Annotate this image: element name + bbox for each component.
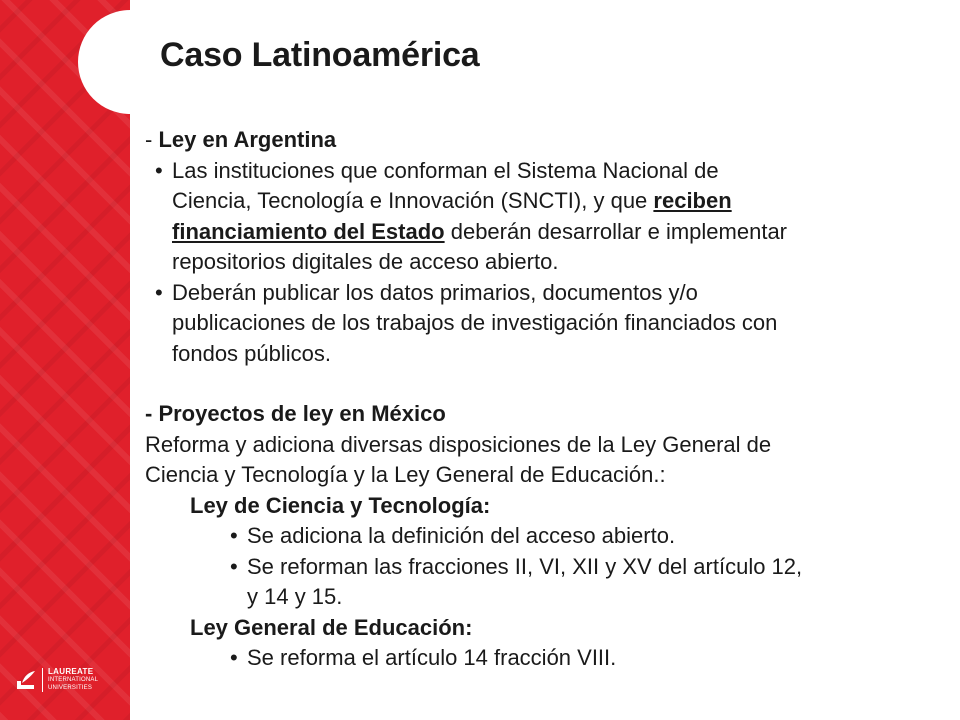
- law-educacion-bullet-1: [145, 643, 935, 674]
- text-line: fondos públicos.: [172, 340, 331, 366]
- bullet-dot: •: [230, 553, 238, 579]
- slide-title: Caso Latinoamérica: [160, 36, 480, 74]
- law-ciencia-heading: Ley de Ciencia y Tecnología:: [190, 492, 491, 518]
- argentina-bullet-2: [145, 278, 935, 370]
- bullet-dot: •: [230, 523, 238, 548]
- logo-line-2: INTERNATIONAL: [48, 677, 99, 683]
- logo-divider: [42, 668, 43, 692]
- laureate-mark-icon: [14, 668, 38, 692]
- bullet-dot: •: [155, 157, 163, 183]
- argentina-heading-text: Ley en Argentina: [158, 127, 337, 152]
- spacer: [145, 369, 935, 399]
- text-line: Deberán publicar los datos primarios, documentos y/o: [172, 279, 698, 305]
- bullet-dot: •: [155, 279, 163, 305]
- text-line: y 14 y 15.: [247, 584, 343, 609]
- text-line: repositorios digitales de acceso abierto.: [172, 249, 559, 274]
- text-line: Se reforma el artículo 14 fracción VIII.: [247, 645, 617, 670]
- logo-line-1: LAUREATE: [48, 667, 94, 676]
- mexico-heading: - Proyectos de ley en México: [145, 401, 446, 426]
- law-educacion-heading: Ley General de Educación:: [190, 614, 473, 640]
- emphasis-financiamiento: financiamiento del Estado: [172, 218, 445, 244]
- text-segment: Ciencia, Tecnología e Innovación (SNCTI), y que: [172, 188, 654, 213]
- text-line: publicaciones de los trabajos de investigación financiados con: [172, 310, 778, 335]
- mexico-intro-line-1: Reforma y adiciona diversas disposiciones de la Ley General de: [145, 431, 772, 457]
- text-line: [172, 186, 935, 217]
- laureate-logo: [14, 664, 126, 696]
- law-ciencia-bullet-2: [145, 552, 935, 613]
- text-line: Las instituciones que conforman el Sistema Nacional de: [172, 157, 719, 183]
- logo-line-3: UNIVERSITIES: [48, 685, 93, 691]
- text-line: [172, 217, 935, 248]
- text-line: Se adiciona la definición del acceso abierto.: [247, 523, 676, 548]
- argentina-heading: [145, 125, 935, 156]
- mexico-intro-line-2: Ciencia y Tecnología y la Ley General de Educación.:: [145, 462, 666, 487]
- emphasis-reciben: reciben: [653, 188, 732, 213]
- argentina-bullet-1: [145, 156, 935, 278]
- bullet-dot: •: [230, 645, 238, 670]
- logo-text: [48, 668, 98, 692]
- text-segment: deberán desarrollar e implementar: [444, 218, 788, 244]
- law-ciencia-bullet-1: [145, 521, 935, 552]
- heading-dash: -: [145, 127, 159, 152]
- text-line: Se reforman las fracciones II, VI, XII y XV del artículo 12,: [247, 553, 803, 579]
- slide-body: [145, 125, 935, 674]
